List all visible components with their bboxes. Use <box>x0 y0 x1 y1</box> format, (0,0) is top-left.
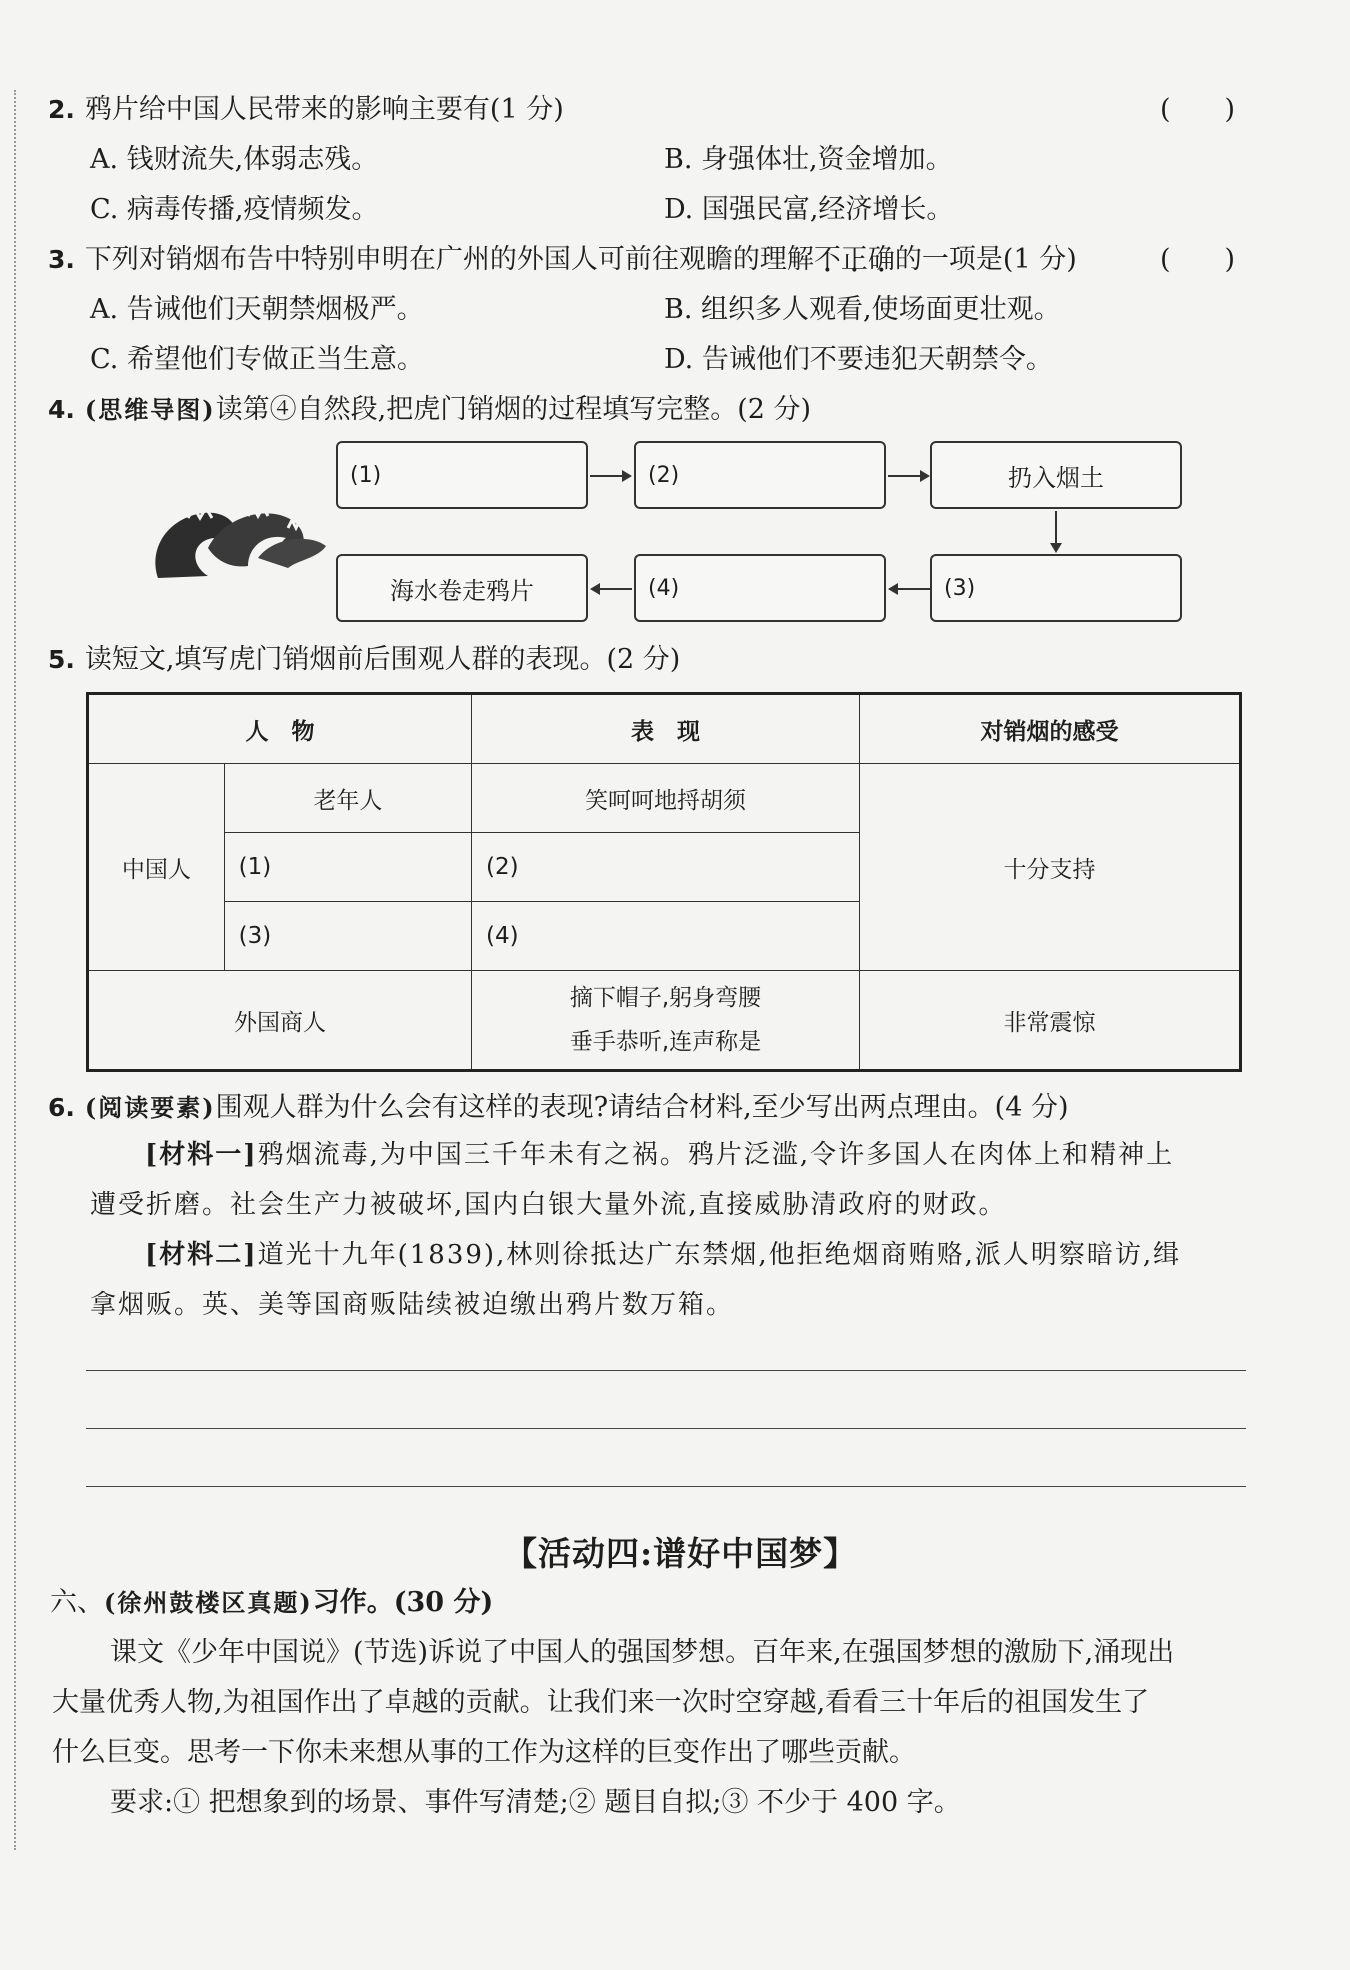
option-c: C. 希望他们专做正当生意。 <box>90 344 424 375</box>
header-feeling: 对销烟的感受 <box>860 694 1241 764</box>
blank-cell-3[interactable]: (3) <box>224 902 471 971</box>
elder-behavior-cell: 笑呵呵地捋胡须 <box>472 764 860 833</box>
question-number: 3. <box>48 245 75 274</box>
foreign-feeling-cell: 非常震惊 <box>860 971 1241 1071</box>
emphasis-char: 确 <box>867 244 895 275</box>
chinese-feeling-cell: 十分支持 <box>860 764 1241 971</box>
flow-box-5[interactable]: (4) <box>634 554 886 622</box>
option-c: C. 病毒传播,疫情频发。 <box>90 194 379 225</box>
essay-heading: 六、(徐州鼓楼区真题)习作。(30 分) <box>50 1587 494 1618</box>
material-2-line-1: [材料二]道光十九年(1839),林则徐抵达广东禁烟,他拒绝烟商贿赂,派人明察暗访,缉 <box>145 1240 1182 1270</box>
wave-icon <box>148 488 328 588</box>
option-a: A. 钱财流失,体弱志残。 <box>90 144 379 175</box>
answer-line[interactable] <box>86 1370 1246 1371</box>
option-b: B. 组织多人观看,使场面更壮观。 <box>664 294 1061 325</box>
material-1-line-2: 遭受折磨。社会生产力被破坏,国内白银大量外流,直接威胁清政府的财政。 <box>90 1190 1007 1220</box>
essay-prompt-line-1: 课文《少年中国说》(节选)诉说了中国人的强国梦想。百年来,在强国梦想的激励下,涌现出 <box>110 1637 1175 1668</box>
essay-prompt-line-3: 什么巨变。思考一下你未来想从事的工作为这样的巨变作出了哪些贡献。 <box>52 1737 916 1768</box>
emphasis-char: 不 <box>813 244 841 275</box>
flow-box-1[interactable]: (1) <box>336 441 588 509</box>
answer-line[interactable] <box>86 1486 1246 1487</box>
question-number: 5. <box>48 645 75 674</box>
blank-cell-1[interactable]: (1) <box>224 833 471 902</box>
margin-dotted-line <box>14 90 16 1850</box>
question-5-stem: 5. 读短文,填写虎门销烟前后围观人群的表现。(2 分) <box>48 644 681 675</box>
flow-box-2[interactable]: (2) <box>634 441 886 509</box>
flow-box-3: 扔入烟土 <box>930 441 1182 509</box>
option-d: D. 告诫他们不要违犯天朝禁令。 <box>664 344 1053 375</box>
foreign-behavior-cell: 摘下帽子,躬身弯腰 垂手恭听,连声称是 <box>472 971 860 1071</box>
blank-cell-4[interactable]: (4) <box>472 902 860 971</box>
question-number: 4. <box>48 395 75 424</box>
header-person: 人 物 <box>88 694 472 764</box>
question-2-stem: 2. 鸦片给中国人民带来的影响主要有(1 分) <box>48 94 564 125</box>
arrow-left-icon <box>588 579 634 599</box>
section-title: 【活动四:谱好中国梦】 <box>504 1534 858 1573</box>
question-3-stem: 3. 下列对销烟布告中特别申明在广州的外国人可前往观瞻的理解不正确的一项是(1 分) <box>48 244 1077 275</box>
flow-box-4[interactable]: (3) <box>930 554 1182 622</box>
answer-paren[interactable]: ( ) <box>1160 244 1236 275</box>
answer-line[interactable] <box>86 1428 1246 1429</box>
option-d: D. 国强民富,经济增长。 <box>664 194 954 225</box>
elder-cell: 老年人 <box>224 764 471 833</box>
crowd-behavior-table <box>86 692 1242 1072</box>
arrow-right-icon <box>588 466 634 486</box>
essay-requirements: 要求:① 把想象到的场景、事件写清楚;② 题目自拟;③ 不少于 400 字。 <box>110 1787 961 1818</box>
arrow-down-icon <box>1046 509 1066 555</box>
flow-box-6: 海水卷走鸦片 <box>336 554 588 622</box>
material-2-line-2: 拿烟贩。英、美等国商贩陆续被迫缴出鸦片数万箱。 <box>90 1290 735 1320</box>
option-b: B. 身强体壮,资金增加。 <box>664 144 953 175</box>
essay-prompt-line-2: 大量优秀人物,为祖国作出了卓越的贡献。让我们来一次时空穿越,看看三十年后的祖国发生了 <box>52 1687 1150 1718</box>
arrow-right-icon <box>886 466 932 486</box>
question-number: 6. <box>48 1093 75 1122</box>
material-1-line-1: [材料一]鸦烟流毒,为中国三千年未有之祸。鸦片泛滥,令许多国人在肉体上和精神上 <box>145 1140 1175 1170</box>
arrow-left-icon <box>886 579 932 599</box>
blank-cell-2[interactable]: (2) <box>472 833 860 902</box>
question-tag: (思维导图) <box>84 395 216 424</box>
header-behavior: 表 现 <box>472 694 860 764</box>
emphasis-char: 正 <box>840 244 868 275</box>
question-4-stem: 4. (思维导图)读第④自然段,把虎门销烟的过程填写完整。(2 分) <box>48 394 812 425</box>
question-number: 2. <box>48 95 75 124</box>
foreign-merchant-cell: 外国商人 <box>88 971 472 1071</box>
question-6-stem: 6. (阅读要素)围观人群为什么会有这样的表现?请结合材料,至少写出两点理由。(4 分) <box>48 1092 1069 1123</box>
question-tag: (阅读要素) <box>84 1093 216 1122</box>
answer-paren[interactable]: ( ) <box>1160 94 1236 125</box>
chinese-group-cell: 中国人 <box>88 764 225 971</box>
option-a: A. 告诫他们天朝禁烟极严。 <box>90 294 424 325</box>
